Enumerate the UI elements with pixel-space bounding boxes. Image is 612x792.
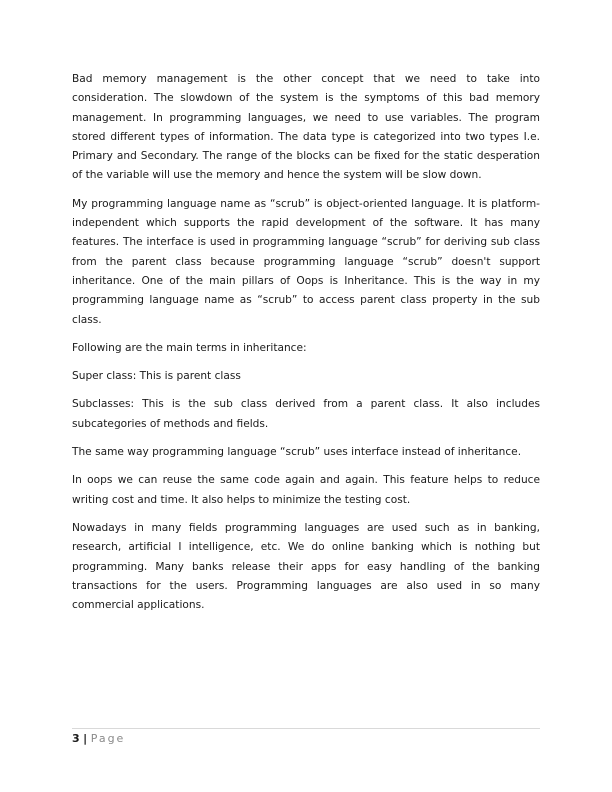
paragraph-inheritance-terms: Following are the main terms in inheritance:	[72, 341, 307, 354]
page-footer	[72, 728, 540, 746]
paragraph-memory-management: Bad memory management is the other concept that we need to take into consideration. The slowdown of the system is the symptoms of this bad memory management. In programming languages, we need to use variables. The program stored different types of information. The data type is categorized into two types I.e. Primary and Secondary. The range of the blocks can be fixed for the static desperation of the variable will use the memory and hence the system will be slow down.	[72, 73, 540, 182]
footer-separator: |	[83, 732, 88, 745]
paragraph-scrub-language: My programming language name as “scrub” is object-oriented language. It is platform-independent which supports the rapid development of the software. It has many features. The interface is used in programming language “scrub” for deriving sub class from the parent class because programming language “scrub” doesn't support inheritance. One of the main pillars of Oops is Inheritance. This is the way in my programming language name as “scrub” to access parent class property in the sub class.	[72, 197, 540, 326]
page-number: 3	[72, 732, 80, 745]
page-label: Page	[90, 732, 126, 745]
paragraph-code-reuse: In oops we can reuse the same code again and again. This feature helps to reduce writing cost and time. It also helps to minimize the testing cost.	[72, 474, 540, 506]
paragraph-super-class: Super class: This is parent class	[72, 370, 241, 383]
paragraph-subclasses: Subclasses: This is the sub class derived from a parent class. It also includes subcategories of methods and fields.	[72, 398, 540, 430]
page-body	[72, 70, 540, 624]
paragraph-interface: The same way programming language “scrub” uses interface instead of inheritance.	[72, 446, 522, 459]
paragraph-applications: Nowadays in many fields programming languages are used such as in banking, research, artificial I intelligence, etc. We do online banking which is nothing but programming. Many banks release their apps for easy handling of the banking transactions for the users. Programming languages are also used in so many commercial applications.	[72, 521, 540, 612]
